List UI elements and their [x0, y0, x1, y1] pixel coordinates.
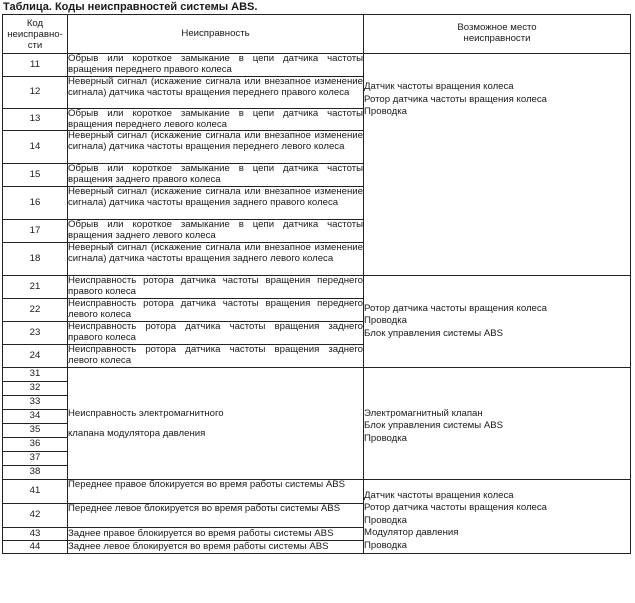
- fault-code: 18: [3, 243, 68, 276]
- fault-code: 38: [3, 466, 68, 480]
- fault-description: Неисправность ротора датчика частоты вращения заднего левого колеса: [68, 344, 363, 366]
- table-row: [3, 368, 631, 382]
- fault-code: 12: [3, 77, 68, 109]
- header-code: Код неисправно- сти: [3, 15, 68, 54]
- header-row: [3, 15, 631, 54]
- possible-place-group-3: Электромагнитный клапан Блок управления системы ABS Проводка: [364, 368, 631, 480]
- abs-codes-table: [2, 14, 631, 554]
- fault-description: Переднее левое блокируется во время работы системы ABS: [68, 504, 364, 528]
- fault-code: 13: [3, 109, 68, 131]
- possible-place-group-1: Датчик частоты вращения колеса Ротор датчика частоты вращения колеса Проводка: [364, 54, 631, 276]
- fault-code: 16: [3, 187, 68, 220]
- fault-description: Неверный сигнал (искажение сигнала или внезапное изменение сигнала) датчика частоты вращения переднего правого колеса: [68, 77, 364, 109]
- fault-description: Переднее правое блокируется во время работы системы ABS: [68, 480, 364, 504]
- fault-code: 42: [3, 504, 68, 528]
- fault-description: Обрыв или короткое замыкание в цепи датчика частоты вращения заднего правого колеса: [68, 163, 363, 185]
- fault-description: Обрыв или короткое замыкание в цепи датчика частоты вращения переднего правого колеса: [68, 53, 363, 75]
- fault-code: 37: [3, 452, 68, 466]
- table-title: Таблица. Коды неисправностей системы ABS.: [3, 1, 258, 13]
- fault-description: Неисправность ротора датчика частоты вращения переднего правого колеса: [68, 275, 363, 297]
- fault-description: Неисправность ротора датчика частоты вращения заднего правого колеса: [68, 321, 363, 343]
- fault-code: 34: [3, 410, 68, 424]
- header-place: Возможное место неисправности: [364, 15, 631, 54]
- fault-code: 35: [3, 424, 68, 438]
- table-row: [3, 54, 631, 77]
- fault-code: 31: [3, 368, 68, 382]
- fault-code: 36: [3, 438, 68, 452]
- fault-code: 43: [3, 528, 68, 541]
- fault-code: 22: [3, 299, 68, 322]
- fault-code: 41: [3, 480, 68, 504]
- fault-description: Неисправность ротора датчика частоты вращения переднего левого колеса: [68, 298, 363, 320]
- table-row: [3, 480, 631, 504]
- fault-code: 44: [3, 541, 68, 554]
- fault-code: 17: [3, 220, 68, 243]
- possible-place-group-4: Датчик частоты вращения колеса Ротор датчика частоты вращения колеса Проводка Модулятор давления Проводка: [364, 480, 631, 554]
- fault-code: 24: [3, 345, 68, 368]
- fault-description: Неверный сигнал (искажение сигнала или внезапное изменение сигнала) датчика частоты вращения переднего левого колеса: [68, 131, 364, 164]
- fault-description: Заднее левое блокируется во время работы системы ABS: [68, 541, 364, 554]
- fault-code: 32: [3, 382, 68, 396]
- fault-description: Обрыв или короткое замыкание в цепи датчика частоты вращения заднего левого колеса: [68, 219, 363, 241]
- fault-code: 11: [3, 54, 68, 77]
- possible-place-group-2: Ротор датчика частоты вращения колеса Проводка Блок управления системы ABS: [364, 276, 631, 368]
- header-fault: Неисправность: [68, 15, 364, 54]
- fault-description: Обрыв или короткое замыкание в цепи датчика частоты вращения переднего левого колеса: [68, 108, 363, 130]
- fault-description: Заднее правое блокируется во время работы системы ABS: [68, 528, 364, 541]
- fault-description: Неверный сигнал (искажение сигнала или внезапное изменение сигнала) датчика частоты вращения заднего левого колеса: [68, 243, 364, 276]
- fault-code: 23: [3, 322, 68, 345]
- fault-code: 15: [3, 164, 68, 187]
- fault-code: 33: [3, 396, 68, 410]
- fault-description: Неисправность электромагнитного клапана модулятора давления: [68, 368, 364, 480]
- fault-description: Неверный сигнал (искажение сигнала или внезапное изменение сигнала) датчика частоты вращения заднего правого колеса: [68, 187, 364, 220]
- fault-code: 21: [3, 276, 68, 299]
- fault-code: 14: [3, 131, 68, 164]
- table-row: [3, 276, 631, 299]
